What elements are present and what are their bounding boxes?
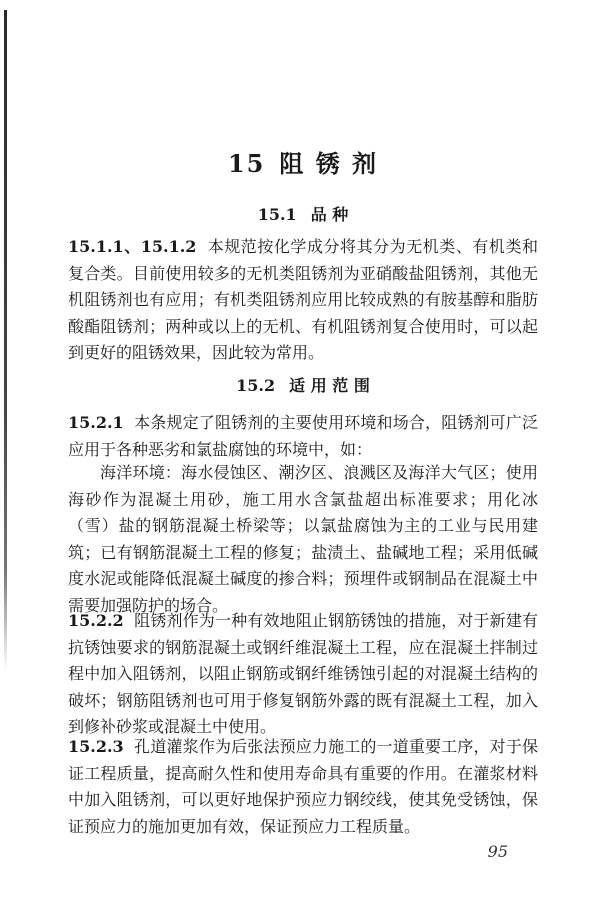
clause-number: 15.2.1 xyxy=(68,413,124,432)
paragraph-text: 海洋环境：海水侵蚀区、潮汐区、浪溅区及海洋大气区；使用海砂作为混凝土用砂，施工用水含氯盐超出标准要求；用化冰（雪）盐的钢筋混凝土桥梁等；以氯盐腐蚀为主的工业与民用建筑；已有钢筋混凝土工程的修复；盐渍土、盐碱地工程；采用低碱度水泥或能降低混凝土碱度的掺合料；预埋件或钢制品在混凝土中需要加强防护的场合。 xyxy=(68,463,538,615)
section-number: 15.2 xyxy=(236,376,276,395)
clause-number: 15.2.2 xyxy=(68,611,124,630)
clause-text: 孔道灌浆作为后张法预应力施工的一道重要工序，对于保证工程质量，提高耐久性和使用寿命具有重要的作用。在灌浆材料中加入阻锈剂，可以更好地保护预应力钢绞线，使其免受锈蚀，保证预应力的施加更加有效，保证预应力工程质量。 xyxy=(68,737,538,836)
scan-binding-edge xyxy=(4,10,7,670)
section-title: 品 种 xyxy=(310,205,349,224)
clause-number: 15.1.1、15.1.2 xyxy=(68,237,197,256)
page-number: 95 xyxy=(487,842,508,861)
section-number: 15.1 xyxy=(257,205,297,224)
clause-text: 阻锈剂作为一种有效地阻止钢筋锈蚀的措施，对于新建有抗锈蚀要求的钢筋混凝土或钢纤维混凝土工程，应在混凝土拌制过程中加入阻锈剂，以阻止钢筋或钢纤维锈蚀引起的对混凝土结构的破坏；钢筋阻锈剂也可用于修复钢筋外露的既有混凝土工程，加入到修补砂浆或混凝土中使用。 xyxy=(68,611,538,736)
section-heading xyxy=(68,202,538,225)
section-heading xyxy=(68,373,538,396)
clause-paragraph xyxy=(68,234,538,367)
clause-paragraph xyxy=(68,734,538,840)
clause-number: 15.2.3 xyxy=(68,737,124,756)
clause-text: 本条规定了阻锈剂的主要使用环境和场合，阻锈剂可广泛应用于各种恶劣和氯盐腐蚀的环境中，如： xyxy=(68,413,538,459)
chapter-number: 15 xyxy=(227,149,266,178)
clause-text: 本规范按化学成分将其分为无机类、有机类和复合类。目前使用较多的无机类阻锈剂为亚硝酸盐阻锈剂，其他无机阻锈剂也有应用；有机类阻锈剂应用比较成熟的有胺基醇和脂肪酸酯阻锈剂；两种或以上的无机、有机阻锈剂复合使用时，可以起到更好的阻锈效果，因此较为常用。 xyxy=(68,237,538,362)
clause-paragraph xyxy=(68,410,538,463)
clause-paragraph xyxy=(68,608,538,741)
chapter-name: 阻 锈 剂 xyxy=(279,149,379,178)
section-title: 适 用 范 围 xyxy=(289,376,370,395)
chapter-title xyxy=(68,144,538,179)
body-paragraph xyxy=(68,460,538,619)
